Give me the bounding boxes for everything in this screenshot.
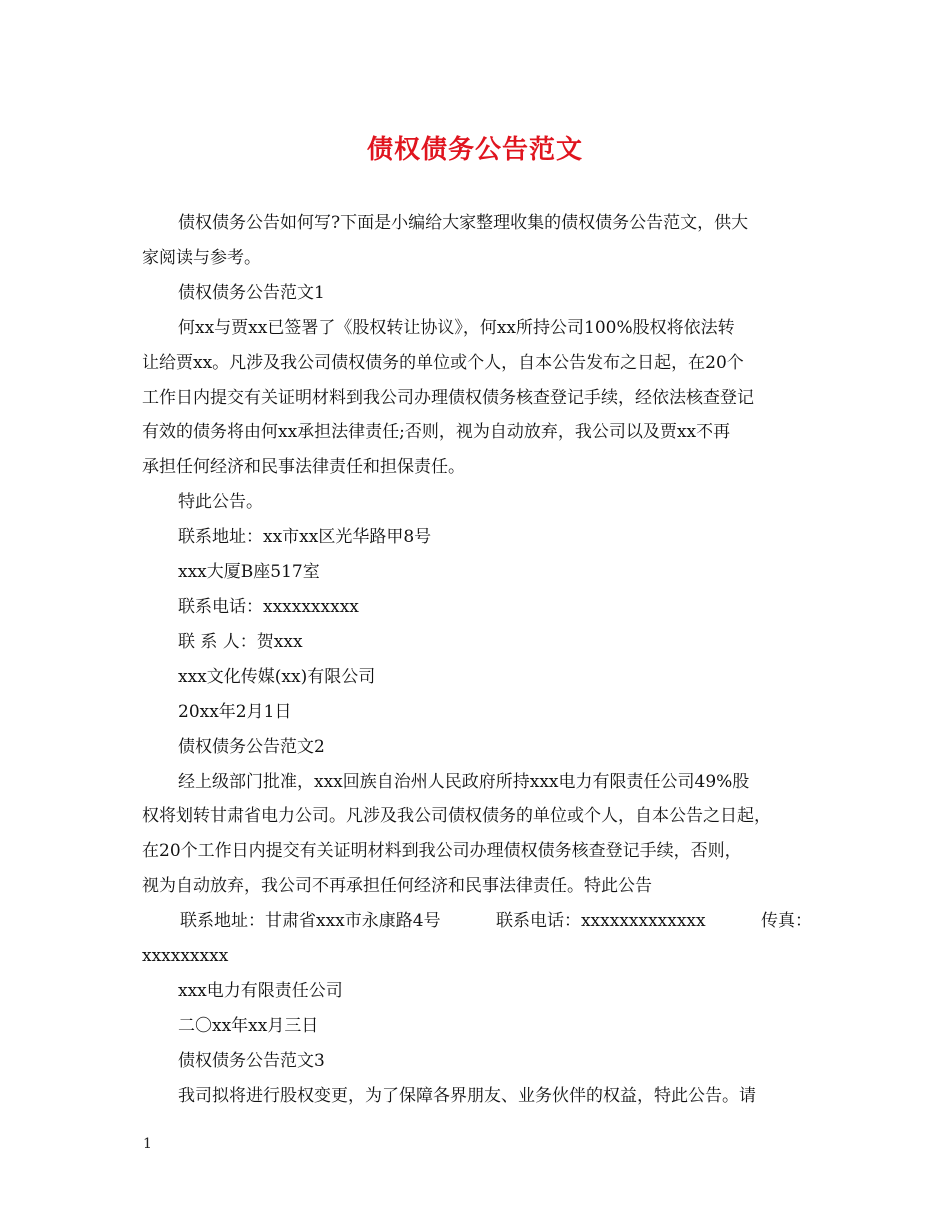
sample2-fax-number: xxxxxxxxx xyxy=(142,946,229,967)
intro-line-1: 债权债务公告如何写?下面是小编给大家整理收集的债权债务公告范文，供大 xyxy=(178,213,749,233)
sample2-line-4: 视为自动放弃，我公司不再承担任何经济和民事法律责任。特此公告 xyxy=(142,876,652,897)
sample2-contact-line xyxy=(142,904,812,939)
sample2-line-1: 经上级部门批准，xxx回族自治州人民政府所持xxx电力有限责任公司49%股 xyxy=(178,771,750,792)
sample1-line-4: 有效的债务将由何xx承担法律责任;否则，视为自动放弃，我公司以及贾xx不再 xyxy=(142,422,731,443)
sample1-line-1: 何xx与贾xx已签署了《股权转让协议》，何xx所持公司100%股权将依法转 xyxy=(178,317,735,338)
sample2-contact-address: 联系地址：甘肃省xxx市永康路4号 xyxy=(180,911,441,932)
sample2-line-3: 在20个工作日内提交有关证明材料到我公司办理债权债务核查登记手续，否则， xyxy=(142,841,742,862)
sample1-company: xxx文化传媒(xx)有限公司 xyxy=(178,666,376,687)
sample2-heading: 债权债务公告范文2 xyxy=(178,736,325,757)
document-body xyxy=(142,206,812,1114)
sample1-contact-person: 联 系 人：贺xxx xyxy=(178,631,303,652)
sample1-line-3: 工作日内提交有关证明材料到我公司办理债权债务核查登记手续，经依法核查登记 xyxy=(142,387,754,408)
page-title: 债权债务公告范文 xyxy=(366,135,583,165)
sample2-company: xxx电力有限责任公司 xyxy=(178,980,343,1001)
page-number: 1 xyxy=(143,1136,152,1152)
sample1-line-2: 让给贾xx。凡涉及我公司债权债务的单位或个人，自本公告发布之日起，在20个 xyxy=(142,352,744,373)
sample2-line-2: 权将划转甘肃省电力公司。凡涉及我公司债权债务的单位或个人，自本公告之日起， xyxy=(142,806,771,827)
sample1-phone: 联系电话：xxxxxxxxxx xyxy=(178,596,359,617)
sample1-heading: 债权债务公告范文1 xyxy=(178,282,325,303)
sample2-date: 二〇xx年xx月三日 xyxy=(178,1015,319,1036)
sample1-address: 联系地址：xx市xx区光华路甲8号 xyxy=(178,527,432,548)
sample2-contact-phone: 联系电话：xxxxxxxxxxxxx xyxy=(495,911,706,932)
sample1-line-5: 承担任何经济和民事法律责任和担保责任。 xyxy=(142,457,465,478)
sample3-heading: 债权债务公告范文3 xyxy=(178,1050,325,1071)
sample2-contact-fax: 传真： xyxy=(761,911,812,932)
sample1-notice: 特此公告。 xyxy=(178,492,263,513)
intro-line-2: 家阅读与参考。 xyxy=(142,247,261,268)
sample1-building: xxx大厦B座517室 xyxy=(178,562,320,583)
sample3-line-1: 我司拟将进行股权变更，为了保障各界朋友、业务伙伴的权益，特此公告。请 xyxy=(178,1085,756,1106)
sample1-date: 20xx年2月1日 xyxy=(178,701,292,722)
